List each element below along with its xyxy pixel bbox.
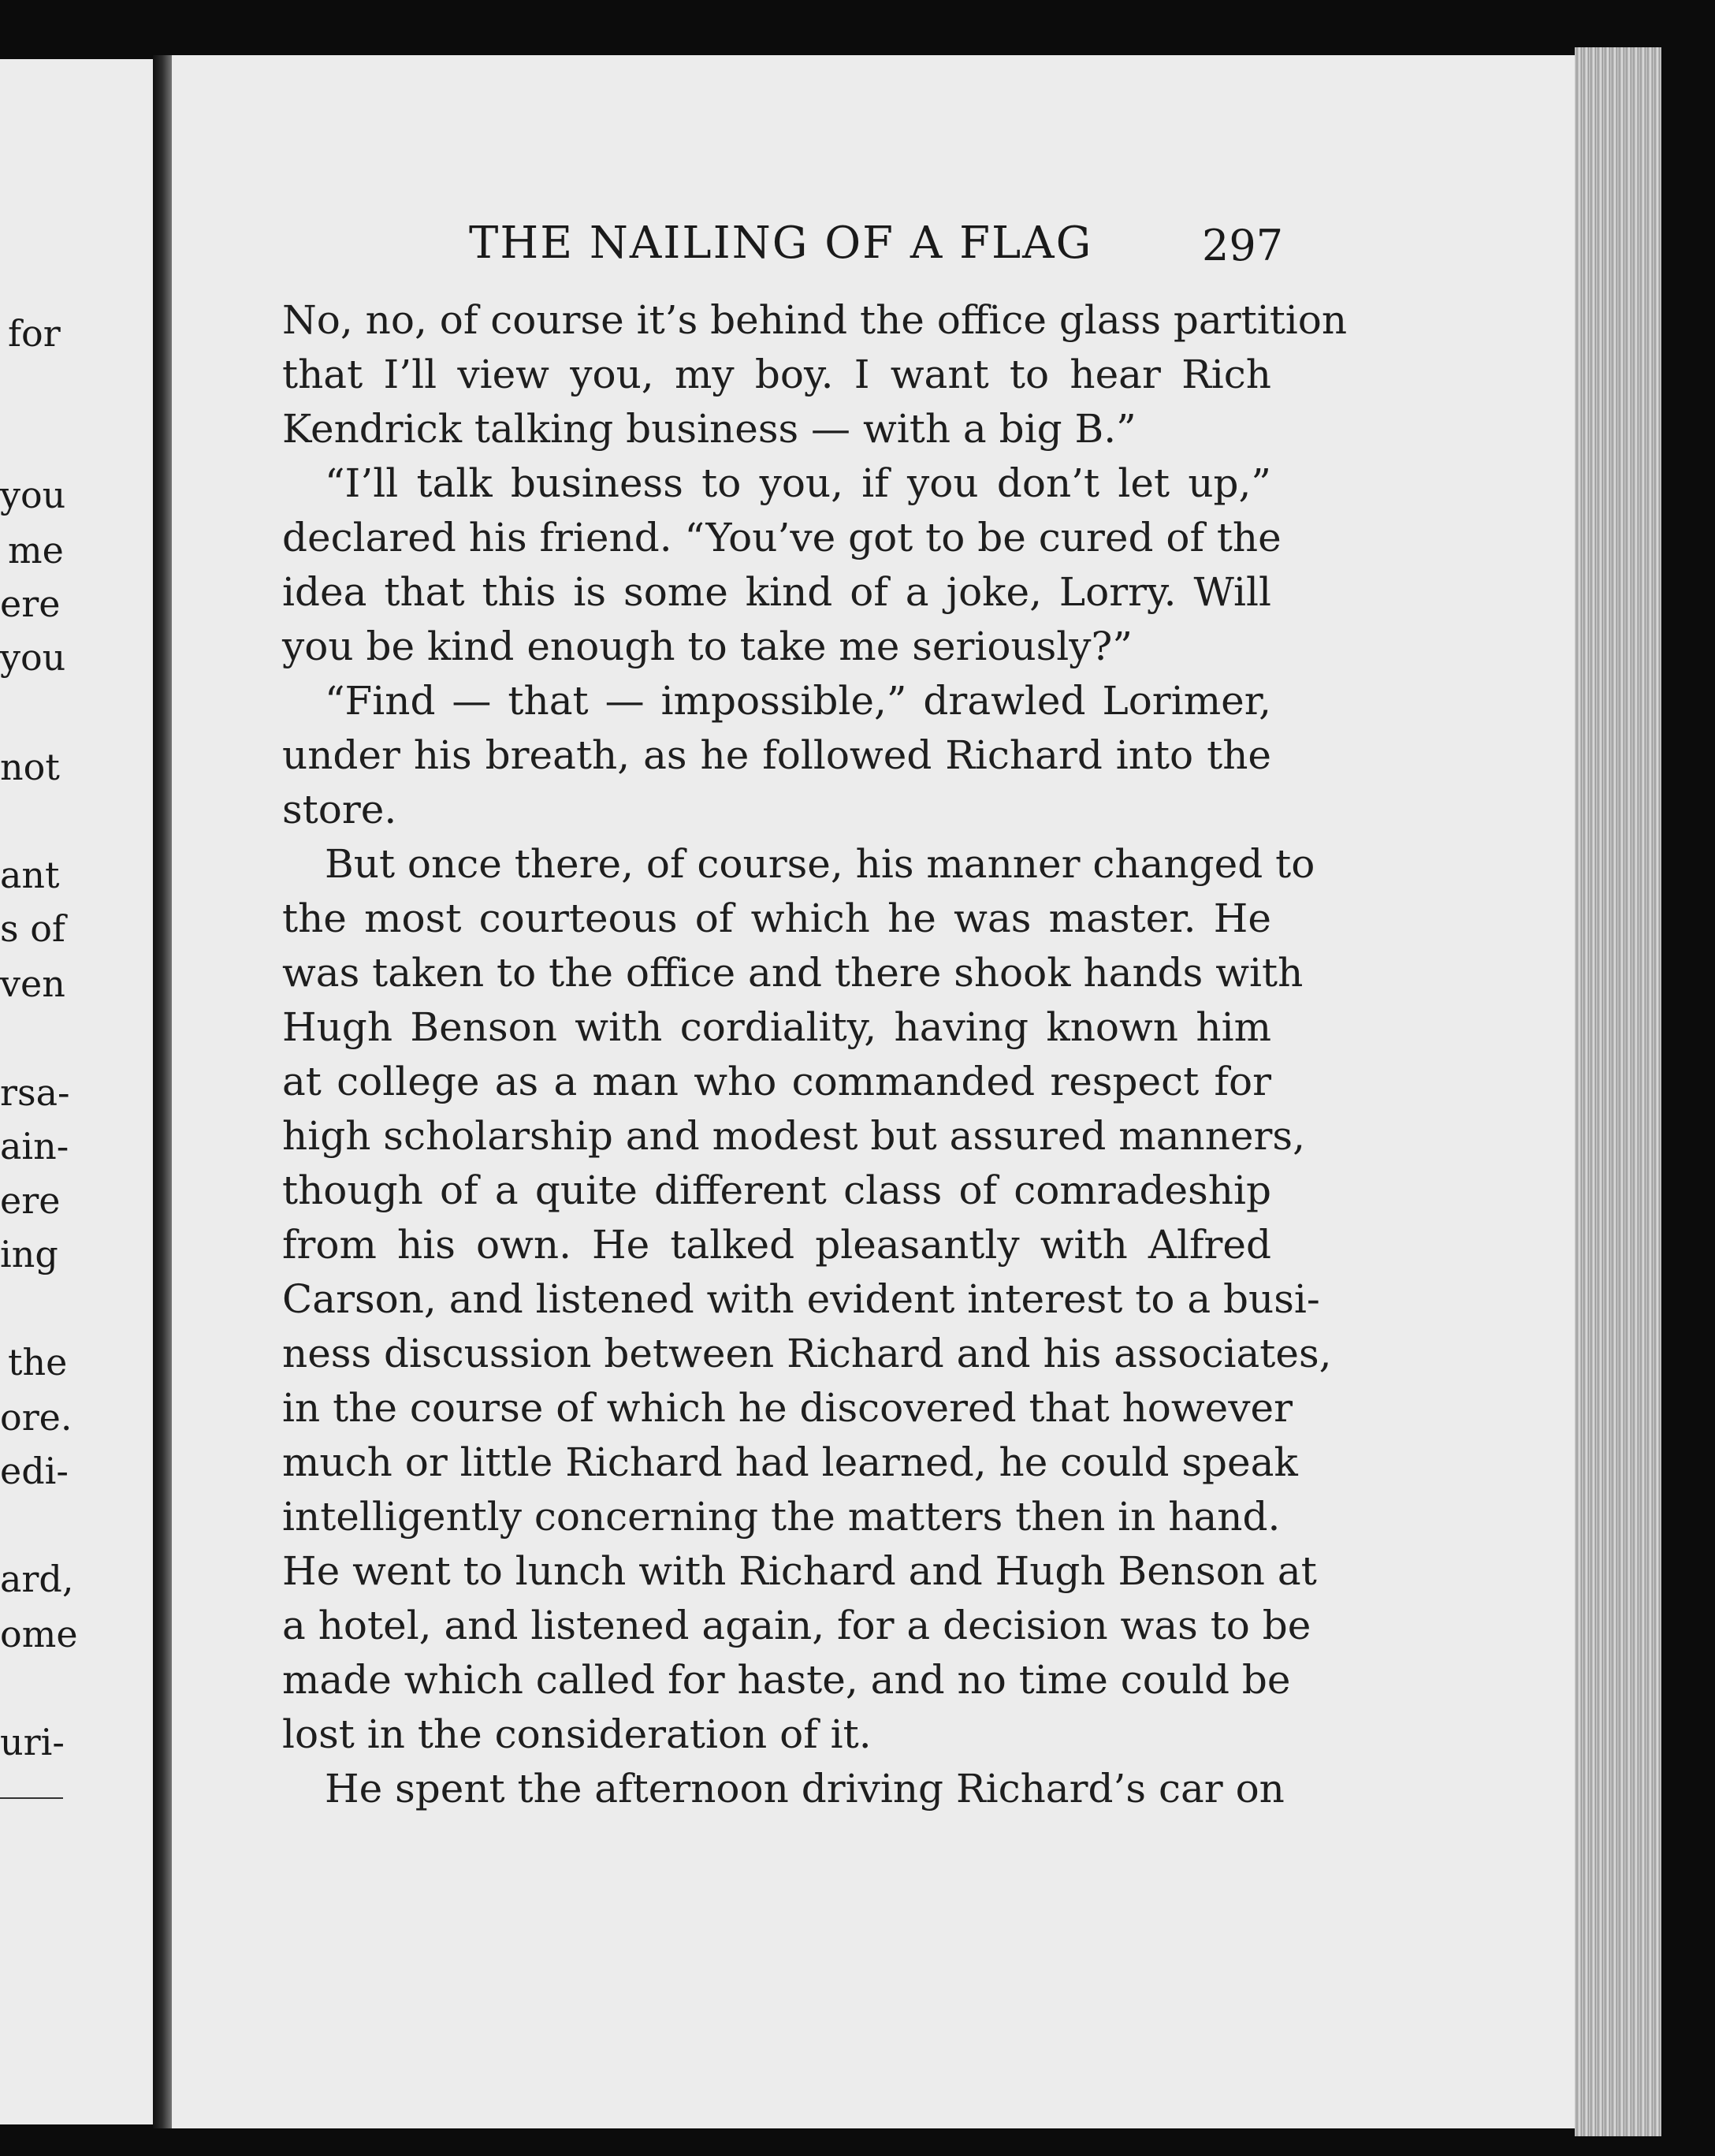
facing-page-fragment: ant (0, 854, 60, 896)
facing-page-fragment: ain- (0, 1125, 69, 1167)
facing-page-fragment: ere (0, 583, 61, 625)
facing-page-fragment: edi- (0, 1450, 69, 1492)
text-line: under his breath, as he followed Richard into the (282, 732, 1271, 778)
facing-page-fragment: me (8, 529, 64, 572)
text-line: in the course of which he discovered that however (282, 1385, 1293, 1431)
text-line: from his own. He talked pleasantly with Alfred (282, 1222, 1271, 1268)
facing-page-fragment: ing (0, 1233, 58, 1275)
background-edge (1661, 47, 1715, 2156)
text-line: a hotel, and listened again, for a decision was to be (282, 1603, 1311, 1648)
text-line: intelligently concerning the matters then in hand. (282, 1494, 1281, 1540)
text-line: store. (282, 787, 397, 832)
facing-page-fragment: ome (0, 1613, 78, 1655)
text-line: “Find — that — impossible,” drawled Lorimer, (325, 678, 1271, 724)
text-line: you be kind enough to take me seriously?” (282, 624, 1133, 669)
text-line: much or little Richard had learned, he could speak (282, 1439, 1298, 1485)
facing-page-fragment: ven (0, 963, 65, 1005)
page-number: 297 (1202, 221, 1284, 270)
text-line: He went to lunch with Richard and Hugh Benson at (282, 1548, 1317, 1594)
facing-page-fragment: you (0, 636, 66, 679)
text-line: at college as a man who commanded respect for (282, 1059, 1271, 1104)
text-line: made which called for haste, and no time could be (282, 1657, 1291, 1703)
facing-page-fragment: you (0, 474, 66, 516)
facing-page-fragment: rsa- (0, 1071, 70, 1114)
body-text (282, 293, 1348, 1816)
text-line: idea that this is some kind of a joke, Lorry. Will (282, 569, 1271, 615)
text-line: He spent the afternoon driving Richard’s car on (325, 1766, 1285, 1812)
facing-page-fragment: ore. (0, 1396, 73, 1439)
facing-page-fragment: not (0, 746, 60, 788)
text-line: But once there, of course, his manner changed to (325, 841, 1315, 887)
facing-page-fragment: ere (0, 1179, 61, 1222)
text-line: declared his friend. “You’ve got to be cured of the (282, 515, 1282, 560)
text-line: that I’ll view you, my boy. I want to hear Rich (282, 352, 1271, 397)
text-line: Kendrick talking business — with a big B.” (282, 406, 1137, 452)
facing-page-rule (0, 1797, 63, 1799)
facing-page-fragment: ard, (0, 1558, 74, 1600)
text-line: Hugh Benson with cordiality, having known him (282, 1004, 1271, 1050)
facing-page-fragment: the (8, 1341, 68, 1383)
text-line: though of a quite different class of comradeship (282, 1167, 1271, 1213)
running-head: THE NAILING OF A FLAG (469, 218, 1093, 269)
page-edges (1575, 47, 1661, 2136)
text-line: ness discussion between Richard and his associates, (282, 1331, 1332, 1376)
facing-page-fragment: s of (0, 907, 65, 950)
text-line: “I’ll talk business to you, if you don’t let up,” (325, 460, 1271, 506)
text-line: Carson, and listened with evident interest to a busi- (282, 1276, 1320, 1322)
text-line: No, no, of course it’s behind the office glass partition (282, 297, 1348, 343)
text-line: high scholarship and modest but assured manners, (282, 1113, 1305, 1159)
text-line: was taken to the office and there shook hands with (282, 950, 1304, 996)
facing-page-fragment: uri- (0, 1721, 65, 1763)
facing-page-fragment: for (8, 312, 61, 355)
text-line: the most courteous of which he was master. He (282, 896, 1271, 941)
facing-page (0, 59, 158, 2124)
text-line: lost in the consideration of it. (282, 1711, 872, 1757)
